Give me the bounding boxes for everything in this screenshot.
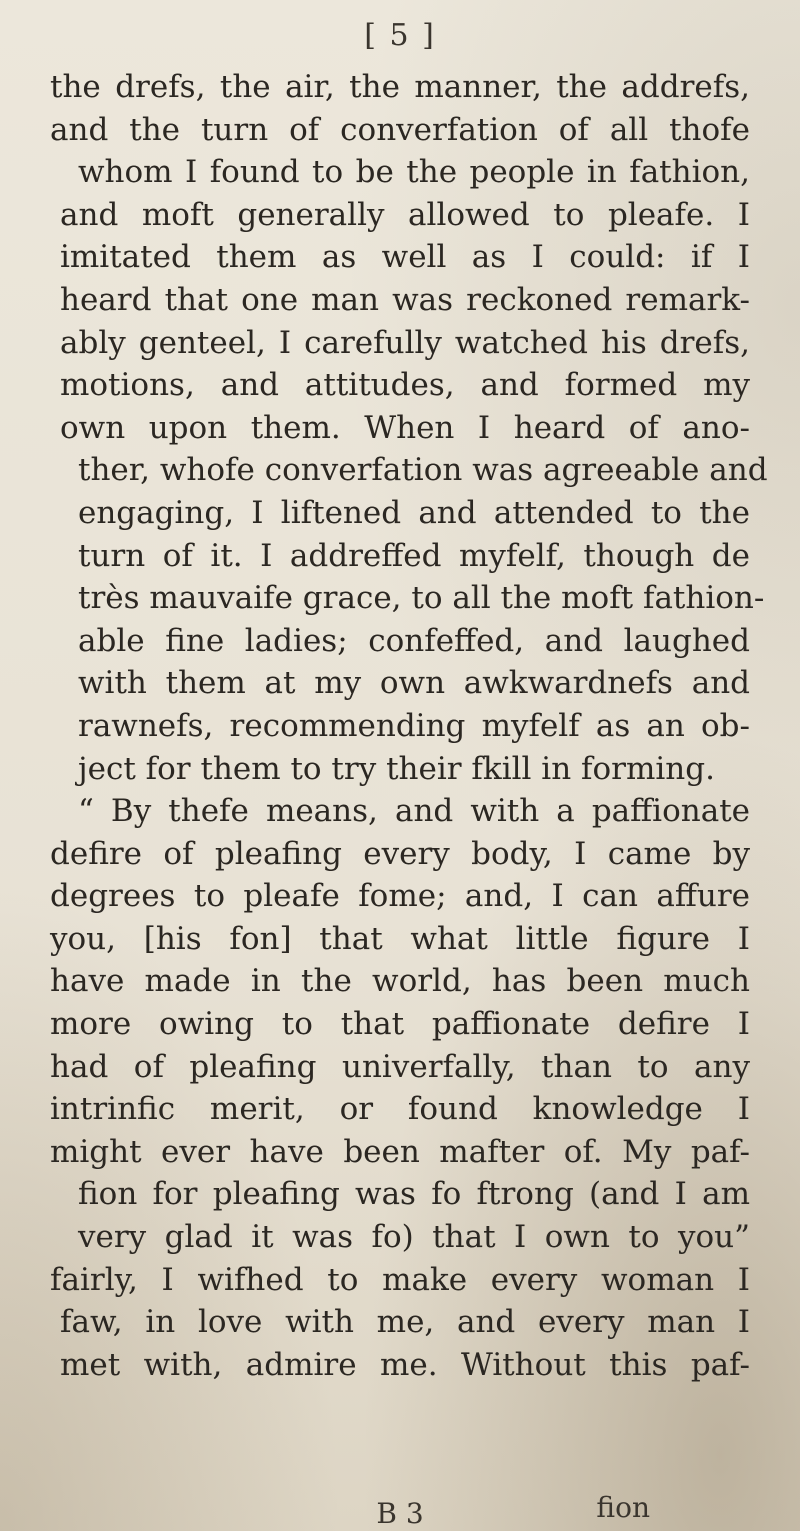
text-line: and moft generally allowed to pleafe. I — [60, 196, 750, 233]
text-line: ably genteel, I carefully watched his drefs, — [60, 324, 750, 361]
text-line: turn of it. I addreffed myfelf, though de — [78, 537, 750, 574]
text-line: imitated them as well as I could: if I — [60, 239, 750, 276]
text-line: très mauvaife grace, to all the moft fathion- — [78, 580, 765, 617]
text-line: more owing to that paffionate defire I — [50, 1006, 750, 1043]
text-line: rawnefs, recommending myfelf as an ob- — [78, 707, 750, 744]
text-line: whom I found to be the people in fathion, — [78, 154, 750, 191]
text-line: fion for pleafing was fo ftrong (and I am — [78, 1176, 750, 1213]
text-line: intrinfic merit, or found knowledge I — [50, 1091, 750, 1128]
text-line: “ By thefe means, and with a paffionate — [78, 793, 750, 830]
body-text — [50, 66, 768, 1386]
text-line: fairly, I wifhed to make every woman I — [50, 1261, 750, 1298]
text-line: you, [his fon] that what little figure I — [50, 920, 750, 957]
text-line: ther, whofe converfation was agreeable and — [78, 452, 768, 489]
text-line: heard that one man was reckoned remark- — [60, 281, 750, 318]
signature-text: B 3 — [376, 1497, 424, 1530]
text-line: faw, in love with me, and every man I — [60, 1304, 750, 1341]
text-line: had of pleafing univerfally, than to any — [50, 1048, 750, 1085]
signature-mark — [0, 1491, 800, 1530]
text-line: motions, and attitudes, and formed my — [60, 367, 750, 404]
text-line: met with, admire me. Without this paf- — [60, 1346, 750, 1383]
text-line: have made in the world, has been much — [50, 963, 750, 1000]
text-line: and the turn of converfation of all thofe — [50, 111, 750, 148]
text-line: with them at my own awkwardnefs and — [78, 665, 750, 702]
text-line: degrees to pleafe fome; and, I can affure — [50, 878, 750, 915]
text-line: very glad it was fo) that I own to you” — [78, 1219, 750, 1256]
text-line: defire of pleafing every body, I came by — [50, 835, 750, 872]
text-line: engaging, I liftened and attended to the — [78, 494, 750, 531]
catchword: fion — [596, 1491, 650, 1524]
page-number: [ 5 ] — [364, 18, 436, 53]
text-line: the drefs, the air, the manner, the addrefs, — [50, 69, 750, 105]
text-line: own upon them. When I heard of ano- — [60, 409, 750, 446]
text-line: able fine ladies; confeffed, and laughed — [78, 622, 750, 659]
text-line: might ever have been mafter of. My paf- — [50, 1133, 750, 1170]
text-line: ject for them to try their fkill in forming. — [78, 750, 715, 787]
